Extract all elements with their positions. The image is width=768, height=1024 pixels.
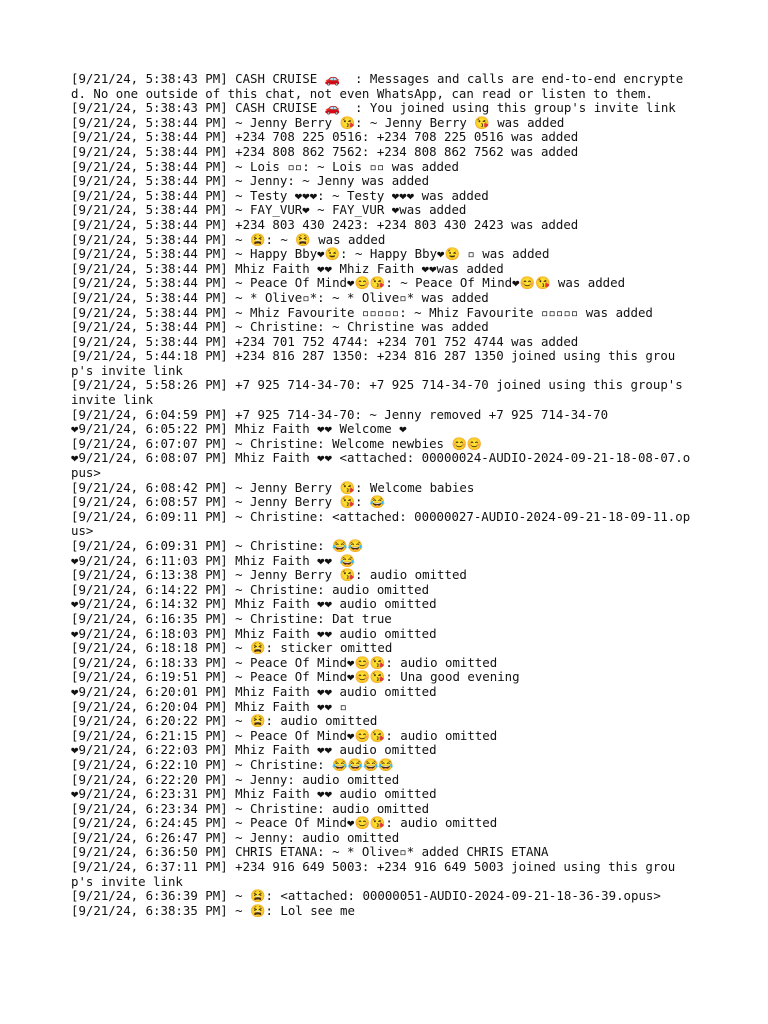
chat-message-line: [9/21/24, 5:38:44 PM] ~ 😫: ~ 😫 was added	[71, 231, 386, 247]
chat-message-line: [9/21/24, 5:38:44 PM] +234 701 752 4744: +234 701 752 4744 was added	[71, 333, 579, 349]
chat-message-line: [9/21/24, 5:38:44 PM] +234 808 862 7562: +234 808 862 7562 was added	[71, 143, 579, 159]
chat-message-line: [9/21/24, 5:38:44 PM] ~ Jenny Berry 😘: ~ Jenny Berry 😘 was added	[71, 114, 565, 130]
chat-message-line: [9/21/24, 6:38:35 PM] ~ 😫: Lol see me	[71, 902, 355, 918]
chat-message-line: [9/21/24, 5:38:44 PM] ~ Mhiz Favourite ▫▫▫▫▫: ~ Mhiz Favourite ▫▫▫▫▫ was added	[71, 304, 653, 320]
chat-message-line: ❤9/21/24, 6:20:01 PM] Mhiz Faith ❤❤ audio omitted	[71, 683, 437, 699]
chat-message-line: ❤9/21/24, 6:23:31 PM] Mhiz Faith ❤❤ audio omitted	[71, 786, 437, 802]
chat-message-line: [9/21/24, 6:16:35 PM] ~ Christine: Dat true	[71, 610, 392, 626]
chat-message-line: [9/21/24, 5:38:44 PM] +234 708 225 0516: +234 708 225 0516 was added	[71, 129, 579, 145]
chat-message-line: [9/21/24, 6:37:11 PM] +234 916 649 5003: +234 916 649 5003 joined using this group's invite link	[71, 859, 676, 889]
chat-message-line: [9/21/24, 6:09:31 PM] ~ Christine: 😂😂	[71, 538, 363, 553]
chat-message-line: [9/21/24, 6:20:04 PM] Mhiz Faith ❤❤ ▫	[71, 698, 348, 714]
chat-message-line: [9/21/24, 6:18:18 PM] ~ 😫: sticker omitted	[71, 640, 393, 656]
chat-message-line: [9/21/24, 6:23:34 PM] ~ Christine: audio omitted	[71, 800, 430, 816]
chat-message-line: ❤9/21/24, 6:08:07 PM] Mhiz Faith ❤❤ <attached: 00000024-AUDIO-2024-09-21-18-08-07.opus>	[71, 450, 691, 481]
chat-message-line: [9/21/24, 5:38:44 PM] ~ Christine: ~ Christine was added	[71, 319, 489, 335]
chat-message-line: [9/21/24, 6:26:47 PM] ~ Jenny: audio omitted	[71, 829, 400, 845]
chat-message-line: [9/21/24, 6:18:33 PM] ~ Peace Of Mind❤😊😘: audio omitted	[71, 654, 498, 670]
chat-message-line: [9/21/24, 6:13:38 PM] ~ Jenny Berry 😘: audio omitted	[71, 567, 467, 583]
chat-message-line: [9/21/24, 5:38:44 PM] ~ Happy Bby❤😉: ~ Happy Bby❤😉 ▫ was added	[71, 246, 550, 262]
chat-message-line: [9/21/24, 5:38:44 PM] ~ Jenny: ~ Jenny was added	[71, 173, 430, 189]
chat-message-line: [9/21/24, 6:19:51 PM] ~ Peace Of Mind❤😊😘: Una good evening	[71, 669, 520, 685]
chat-message-line: ❤9/21/24, 6:11:03 PM] Mhiz Faith ❤❤ 😂	[71, 552, 355, 568]
chat-message-line: [9/21/24, 6:22:10 PM] ~ Christine: 😂😂😂😂	[71, 756, 394, 772]
chat-message-line: [9/21/24, 5:38:43 PM] CASH CRUISE 🚗 : Messages and calls are end-to-end encrypted. No one outside of this chat, not even WhatsApp, can read or listen to them.	[71, 71, 684, 101]
chat-message-line: [9/21/24, 5:44:18 PM] +234 816 287 1350: +234 816 287 1350 joined using this group's invite link	[71, 348, 676, 378]
chat-message-line: [9/21/24, 6:14:22 PM] ~ Christine: audio omitted	[71, 581, 430, 597]
chat-message-line: [9/21/24, 6:36:39 PM] ~ 😫: <attached: 00000051-AUDIO-2024-09-21-18-36-39.opus>	[71, 888, 661, 904]
chat-message-line: [9/21/24, 5:38:44 PM] ~ Peace Of Mind❤😊😘: ~ Peace Of Mind❤😊😘 was added	[71, 275, 626, 291]
chat-message-line: ❤9/21/24, 6:18:03 PM] Mhiz Faith ❤❤ audio omitted	[71, 625, 437, 641]
chat-message-line: [9/21/24, 6:24:45 PM] ~ Peace Of Mind❤😊😘: audio omitted	[71, 815, 498, 831]
chat-message-line: [9/21/24, 6:20:22 PM] ~ 😫: audio omitted	[71, 713, 378, 729]
chat-message-line: ❤9/21/24, 6:05:22 PM] Mhiz Faith ❤❤ Welcome ❤	[71, 421, 407, 437]
chat-message-line: [9/21/24, 6:08:42 PM] ~ Jenny Berry 😘: Welcome babies	[71, 479, 475, 495]
chat-message-line: [9/21/24, 5:38:44 PM] +234 803 430 2423: +234 803 430 2423 was added	[71, 216, 579, 232]
chat-message-line: [9/21/24, 6:04:59 PM] +7 925 714-34-70: ~ Jenny removed +7 925 714-34-70	[71, 406, 609, 422]
chat-message-line: [9/21/24, 5:58:26 PM] +7 925 714-34-70: +7 925 714-34-70 joined using this group's invite link	[71, 377, 691, 408]
chat-message-line: [9/21/24, 6:36:50 PM] CHRIS ETANA: ~ * Olive▫* added CHRIS ETANA	[71, 844, 549, 860]
chat-message-line: ❤9/21/24, 6:14:32 PM] Mhiz Faith ❤❤ audio omitted	[71, 596, 437, 612]
chat-message-line: [9/21/24, 6:09:11 PM] ~ Christine: <attached: 00000027-AUDIO-2024-09-21-18-09-11.opus>	[71, 508, 691, 539]
chat-message-line: ❤9/21/24, 6:22:03 PM] Mhiz Faith ❤❤ audio omitted	[71, 742, 437, 758]
chat-message-line: [9/21/24, 5:38:44 PM] ~ Testy ❤❤❤: ~ Testy ❤❤❤ was added	[71, 187, 489, 203]
chat-message-line: [9/21/24, 6:07:07 PM] ~ Christine: Welcome newbies 😊😊	[71, 435, 483, 451]
chat-message-line: [9/21/24, 5:38:43 PM] CASH CRUISE 🚗 : You joined using this group's invite link	[71, 100, 676, 116]
chat-message-line: [9/21/24, 6:08:57 PM] ~ Jenny Berry 😘: 😂	[71, 494, 386, 510]
chat-message-line: [9/21/24, 5:38:44 PM] ~ Lois ▫▫: ~ Lois ▫▫ was added	[71, 158, 459, 174]
chat-message-line: [9/21/24, 5:38:44 PM] ~ * Olive▫*: ~ * Olive▫* was added	[71, 289, 489, 305]
chat-export-document	[71, 72, 697, 918]
chat-message-line: [9/21/24, 6:21:15 PM] ~ Peace Of Mind❤😊😘: audio omitted	[71, 727, 498, 743]
chat-message-line: [9/21/24, 5:38:44 PM] ~ FAY_VUR❤ ~ FAY_VUR ❤was added	[71, 202, 467, 218]
chat-message-line: [9/21/24, 6:22:20 PM] ~ Jenny: audio omitted	[71, 771, 400, 787]
chat-message-line: [9/21/24, 5:38:44 PM] Mhiz Faith ❤❤ Mhiz Faith ❤❤was added	[71, 260, 504, 276]
